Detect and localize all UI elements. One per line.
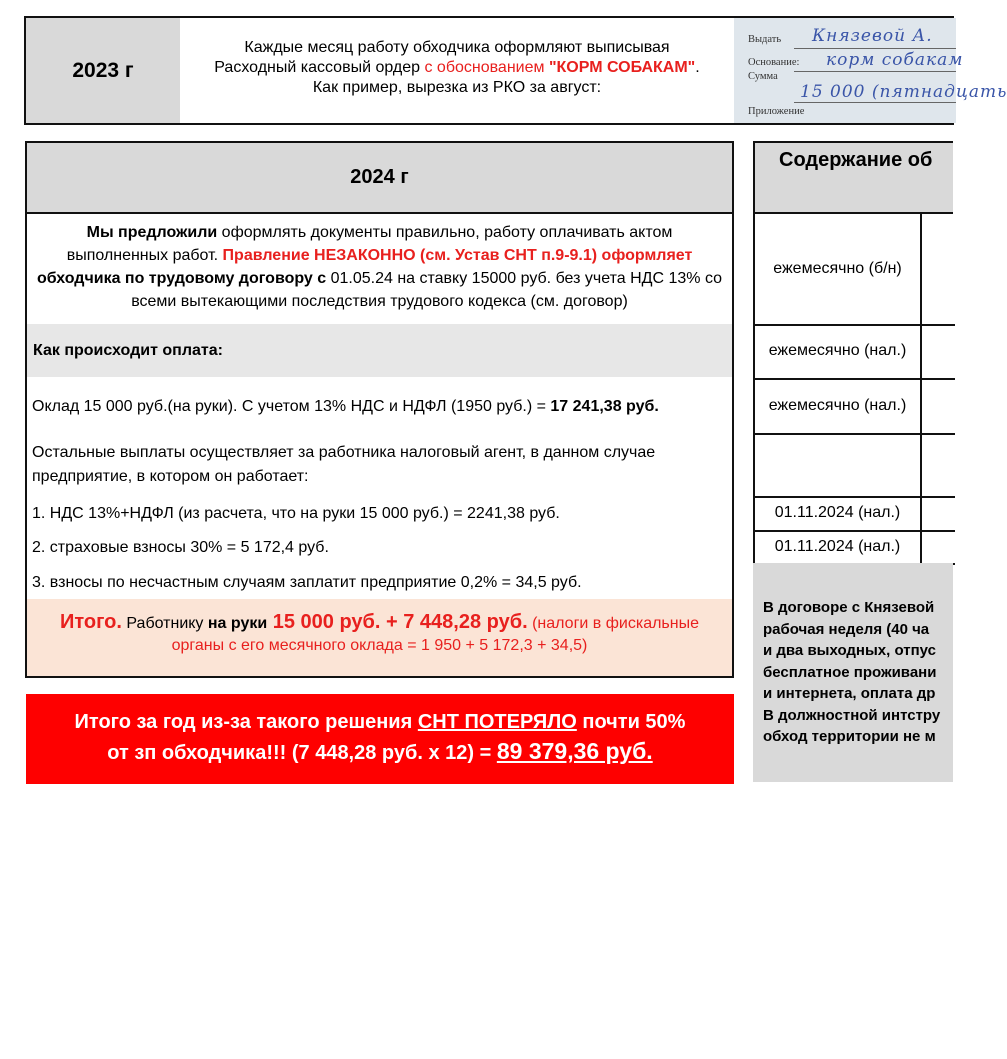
note-line: В договоре с Князевой	[763, 599, 935, 616]
intro-paragraph	[27, 216, 732, 324]
banner-line-1	[26, 708, 734, 737]
table-row	[753, 324, 955, 380]
table-cell: 01.11.2024 (нал.)	[755, 530, 922, 563]
year-2024-block	[25, 141, 734, 678]
table-row	[753, 214, 955, 326]
table-cell: 01.11.2024 (нал.)	[755, 496, 922, 530]
description-line-1: Каждые месяц работу обходчика оформляют выписывая	[244, 39, 670, 56]
year-2023-description	[180, 18, 734, 123]
line2-red-bold: "КОРМ СОБАКАМ"	[548, 59, 696, 76]
rko-line	[794, 71, 956, 72]
line2-text: Расходный кассовый ордер	[214, 59, 425, 76]
line2-dot: .	[695, 59, 700, 76]
contract-note	[753, 563, 953, 782]
rko-line	[794, 48, 956, 49]
payment-heading: Как происходит оплата:	[27, 324, 732, 377]
total-note-1: (налоги в фискальные	[527, 615, 699, 632]
rko-basis-value: корм собакам	[826, 50, 964, 70]
rko-sum-label: Сумма	[748, 71, 778, 82]
rko-attach-label: Приложение	[748, 106, 805, 117]
table-row	[753, 530, 955, 565]
note-line: и интернета, оплата др	[763, 685, 936, 702]
total-bold: на руки	[207, 615, 268, 632]
payment-item-3: 3. взносы по несчастным случаям заплатит предприятие 0,2% = 34,5 руб.	[32, 574, 582, 591]
table-row	[753, 433, 955, 498]
table-cell	[755, 433, 922, 496]
note-line: рабочая неделя (40 ча	[763, 620, 930, 638]
intro-text-1: оформлять документы правильно, работу оплачивать актом выполненных работ.	[66, 224, 673, 264]
summary-banner	[26, 694, 734, 784]
banner-text-1-end: почти 50%	[576, 711, 686, 733]
payment-item-2: 2. страховые взносы 30% = 5 172,4 руб.	[32, 539, 329, 556]
agent-paragraph: Остальные выплаты осуществляет за работника налоговый агент, в данном случае предприятие, в котором он работает:	[32, 444, 656, 485]
total-line-1	[27, 611, 732, 634]
description-line-3: Как пример, вырезка из РКО за август:	[312, 79, 602, 96]
note-line: В должностной интстру	[763, 706, 941, 724]
salary-text: Оклад 15 000 руб.(на руки). С учетом 13% НДС и НДФЛ (1950 руб.) =	[32, 398, 551, 415]
rko-basis-label: Основание:	[748, 57, 800, 68]
total-label: Итого.	[59, 611, 122, 633]
intro-bold-2: обходчика по трудовому договору с	[36, 270, 327, 287]
rko-excerpt-image	[734, 18, 1007, 123]
year-2023-label: 2023 г	[26, 18, 180, 123]
banner-line-2	[26, 737, 734, 768]
line2-red: с обоснованием	[424, 59, 549, 76]
table-cell: ежемесячно (нал.)	[755, 324, 922, 378]
note-line: обход территории не м	[763, 728, 936, 745]
year-2023-block	[24, 16, 1007, 125]
intro-text-2: 01.05.24 на ставку 15000 руб. без учета НДС 13% со всеми вытекающими последствия трудового кодекса (см. договор)	[131, 270, 723, 310]
salary-amount: 17 241,38 руб.	[550, 398, 659, 415]
right-table-title: Содержание об	[753, 141, 953, 214]
description-line-2	[180, 58, 734, 78]
rko-sum-value: 15 000 (пятнадцать	[800, 82, 1007, 102]
rko-issue-value: Князевой А.	[812, 26, 933, 46]
note-line: бесплатное проживани	[763, 663, 937, 681]
rko-issue-label: Выдать	[748, 34, 782, 45]
intro-red: Правление НЕЗАКОННО (см. Устав СНТ п.9-9.1) оформляет	[222, 247, 693, 264]
banner-text-1: Итого за год из-за такого решения	[74, 711, 418, 733]
banner-amount: 89 379,36 руб.	[496, 738, 653, 764]
total-box	[27, 599, 732, 676]
banner-text-2: от зп обходчика!!! (7 448,28 руб. х 12) =	[107, 742, 497, 764]
table-cell: ежемесячно (б/н)	[755, 214, 922, 324]
right-table	[753, 141, 953, 781]
payment-item-1: 1. НДС 13%+НДФЛ (из расчета, что на руки 15 000 руб.) = 2241,38 руб.	[32, 505, 560, 522]
intro-bold: Мы предложили	[86, 224, 218, 241]
salary-line	[27, 395, 732, 419]
total-text: Работнику	[121, 615, 208, 632]
total-note-2: органы с его месячного оклада = 1 950 + 5 172,3 + 34,5)	[171, 637, 588, 654]
rko-line	[794, 102, 956, 103]
table-cell: ежемесячно (нал.)	[755, 378, 922, 433]
banner-underlined: СНТ ПОТЕРЯЛО	[417, 711, 577, 733]
table-row	[753, 496, 955, 532]
year-2024-header: 2024 г	[27, 143, 732, 214]
table-row	[753, 378, 955, 435]
note-line: и два выходных, отпус	[763, 642, 936, 659]
total-amount: 15 000 руб. + 7 448,28 руб.	[267, 611, 528, 633]
